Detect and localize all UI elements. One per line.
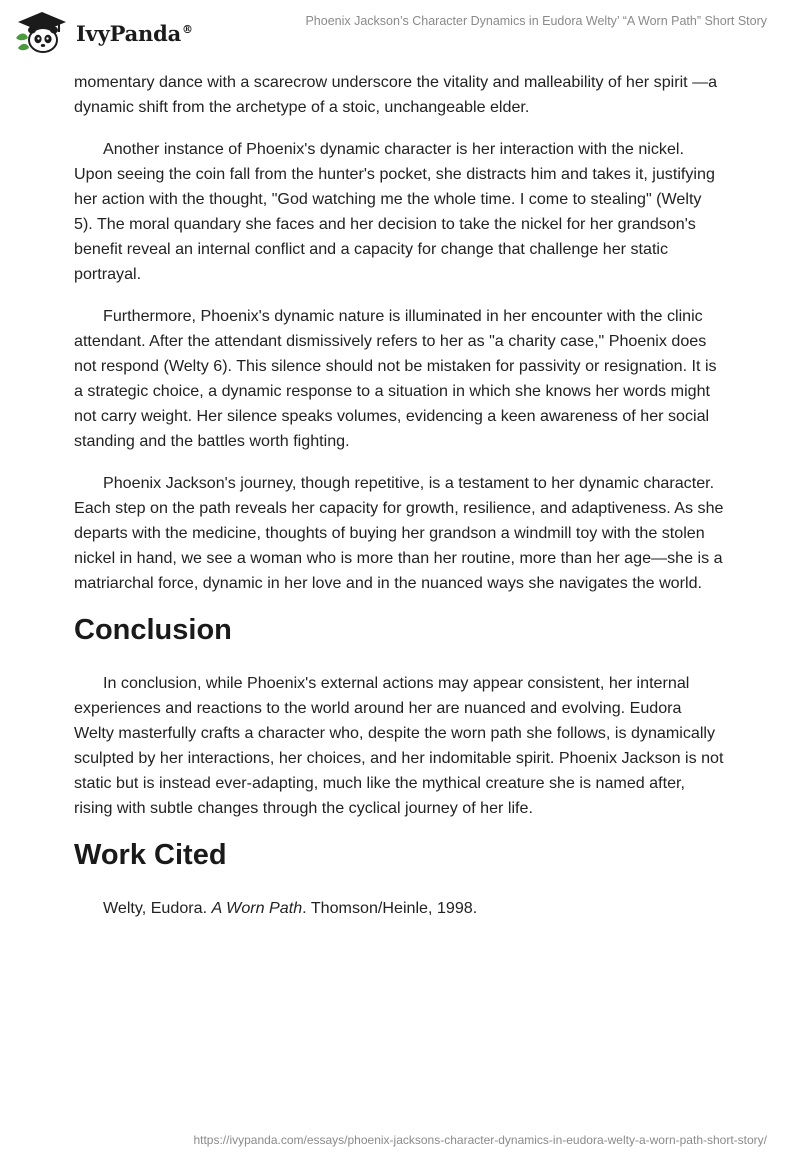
document-title: Phoenix Jackson’s Character Dynamics in Eudora Welty’ “A Worn Path” Short Story [305, 14, 767, 28]
body-paragraph-continued: momentary dance with a scarecrow underscore the vitality and malleability of her spirit —a dynamic shift from the archetype of a stoic, unchangeable elder. [74, 73, 718, 116]
conclusion-heading: Conclusion [74, 614, 232, 646]
registered-mark: ® [182, 22, 193, 36]
page-header [0, 0, 800, 64]
citation-title: A Worn Path [211, 899, 303, 917]
ivypanda-logo-link[interactable] [14, 8, 193, 56]
brand-name [76, 21, 193, 46]
citation-entry [74, 896, 724, 921]
works-cited-heading: Work Cited [74, 839, 227, 871]
body-paragraph-journey: Phoenix Jackson's journey, though repetitive, is a testament to her dynamic character. Each step on the path reveals her capacity for growth, resilience, and adaptiveness. As she departs with the medicine, thoughts of buying her grandson a windmill toy with the stolen nickel in hand, we see a woman who is more than her routine, more than her age—she is a matriarchal force, dynamic in her love and in the nuanced ways she navigates the world. [74, 474, 724, 592]
panda-graduation-cap-icon [14, 8, 70, 56]
essay-content [74, 70, 724, 938]
brand-text: IvyPanda [76, 20, 182, 46]
body-paragraph-clinic: Furthermore, Phoenix's dynamic nature is illuminated in her encounter with the clinic attendant. After the attendant dismissively refers to her as "a charity case," Phoenix does not respond (Welty 6). This silence should not be mistaken for passivity or resignation. It is a strategic choice, a dynamic response to a situation in which she knows her words might not carry weight. Her silence speaks volumes, evidencing a keen awareness of her social standing and the battles worth fighting. [74, 307, 717, 450]
citation-author: Welty, Eudora. [103, 899, 212, 917]
source-url-link[interactable]: https://ivypanda.com/essays/phoenix-jacksons-character-dynamics-in-eudora-welty-a-worn-path-short-story/ [193, 1133, 767, 1147]
citation-publisher: . Thomson/Heinle, 1998. [302, 899, 478, 917]
conclusion-paragraph: In conclusion, while Phoenix's external actions may appear consistent, her internal experiences and reactions to the world around her are nuanced and evolving. Eudora Welty masterfully crafts a character who, despite the worn path she follows, is dynamically sculpted by her interactions, her choices, and her indomitable spirit. Phoenix Jackson is not static but is instead ever-adapting, much like the mythical creature she is named after, rising with subtle changes through the cyclical journey of her life. [74, 674, 724, 817]
body-paragraph-nickel: Another instance of Phoenix's dynamic character is her interaction with the nickel. Upon seeing the coin fall from the hunter's pocket, she distracts him and takes it, justifying her action with the thought, "God watching me the whole time. I come to stealing" (Welty 5). The moral quandary she faces and her decision to take the nickel for her grandson's benefit reveal an internal conflict and a capacity for change that challenge her static portrayal. [74, 140, 715, 283]
